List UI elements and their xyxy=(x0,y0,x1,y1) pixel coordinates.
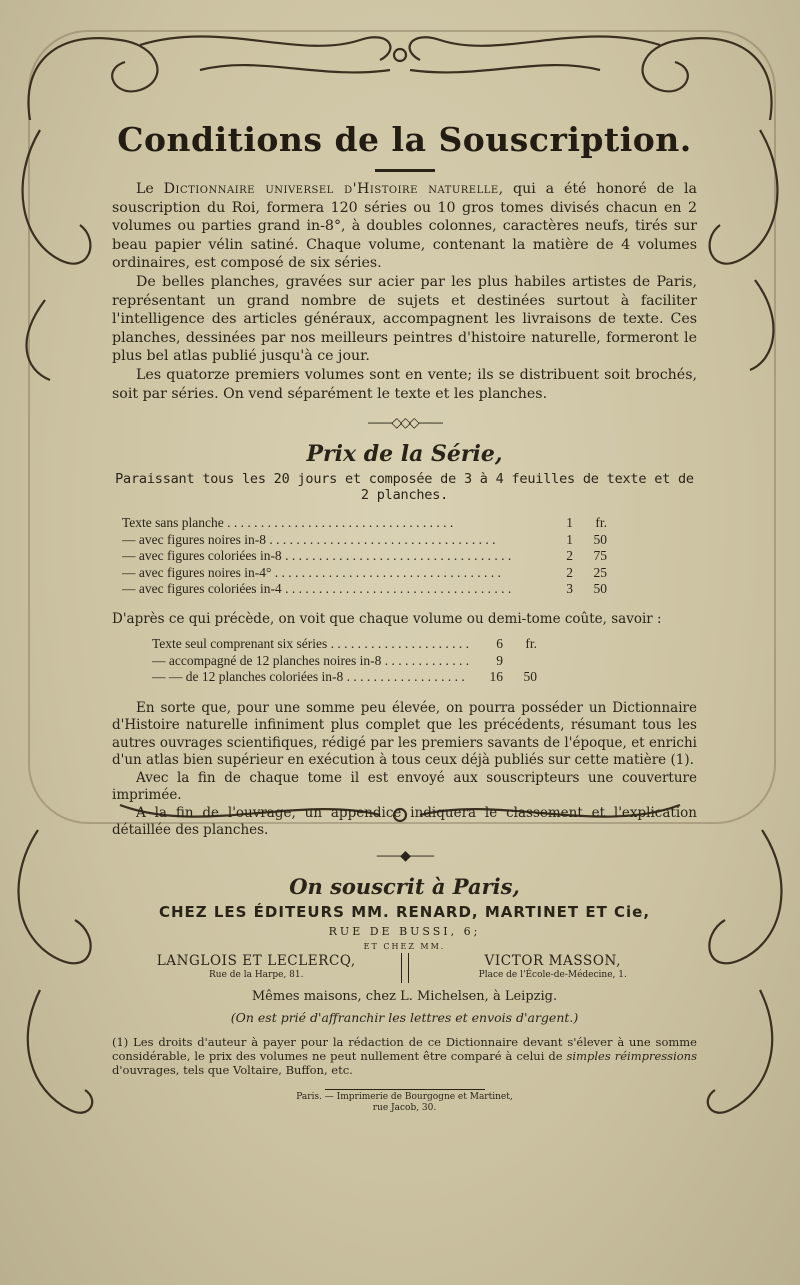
editeurs-line: CHEZ LES ÉDITEURS MM. RENARD, MARTINET ET Cie, xyxy=(158,902,651,921)
intro-paragraph-3: Les quatorze premiers volumes sont en vente; ils se distribuent soit brochés, soit par séries. On vend séparément le texte et les planches. xyxy=(112,366,697,402)
intro-paragraph-2: De belles planches, gravées sur acier par les plus habiles artistes de Paris, représentant un grand nombre de sujets et destinées surtout à faciliter l'intelligence des articles généraux, accompagnent les livraisons de texte. Ces planches, dessinées par nos meilleurs peintres d'histoire naturelle, formeront le plus bel atlas publié jusqu'à ce jour. xyxy=(112,273,697,365)
sorte-paragraph: En sorte que, pour une somme peu élevée, on pourra posséder un Dictionnaire d'Histoire naturelle infiniment plus complet que les précédents, résumant tous les autres ouvrages scientifiques, rédigé par les premiers savants de l'époque, et enrichi d'un atlas bien supérieur en exécution à tous ceux déjà publiés sur cette matière (1). xyxy=(112,699,697,769)
appendice-paragraph: A la fin de l'ouvrage, un appendice indiquera le classement et l'explication détaillée des planches. xyxy=(112,804,697,839)
section-divider: ——◇◇◇—— xyxy=(367,415,442,432)
footnote: (1) Les droits d'auteur à payer pour la rédaction de ce Dictionnaire devant s'élever à une somme considérable, le prix des volumes ne peut nullement être comparé à celui de simples réimpressions d'ouvrages, tels que Voltaire, Buffon, etc. xyxy=(112,1034,697,1077)
vendor-separator xyxy=(401,953,409,983)
imprint: Paris. — Imprimerie de Bourgogne et Martinet, rue Jacob, 30. xyxy=(112,1089,697,1114)
et-chez-line: ET CHEZ MM. xyxy=(363,941,446,951)
price-row: — avec figures noires in-8 . . . 1 50 xyxy=(122,532,607,549)
price-table xyxy=(122,515,607,598)
volume-row: Texte seul comprenant six séries . . . 6 fr. xyxy=(152,636,537,653)
affranchir-line: (On est prié d'affranchir les lettres et envois d'argent.) xyxy=(230,1009,579,1025)
section-divider: ——◆—— xyxy=(376,847,433,864)
vendors xyxy=(112,953,697,983)
apres-text: D'après ce qui précède, on voit que chaque volume ou demi-tome coûte, savoir : xyxy=(112,610,662,627)
prix-subtitle: Paraissant tous les 20 jours et composée de 3 à 4 feuilles de texte et de 2 planches. xyxy=(115,471,694,504)
volume-row: — — de 12 planches coloriées in-8 . . . 16 50 xyxy=(152,669,537,686)
vendor-left: LANGLOIS ET LECLERCQ, Rue de la Harpe, 81. xyxy=(156,952,356,980)
price-row: — avec figures coloriées in-8 . . . 2 75 xyxy=(122,548,607,565)
left-ornament xyxy=(0,0,110,1285)
volume-row: — accompagné de 12 planches noires in-8 . . . 9 xyxy=(152,653,537,670)
imprint-rule xyxy=(325,1089,485,1090)
memes-line: Mêmes maisons, chez L. Michelsen, à Leipzig. xyxy=(251,988,558,1004)
right-ornament xyxy=(690,0,800,1285)
souscrit-heading: On souscrit à Paris, xyxy=(289,873,520,899)
title-rule xyxy=(375,169,435,172)
main-content xyxy=(112,120,697,1114)
page-title: Conditions de la Souscription. xyxy=(117,120,692,159)
price-row: — avec figures coloriées in-4 . . . 3 50 xyxy=(122,581,607,598)
intro-paragraph-1: Le Dictionnaire universel d'Histoire naturelle, qui a été honoré de la souscription du Roi, formera 120 séries ou 10 gros tomes divisés chacun en 2 volumes ou parties grand in-8°, à doubles colonnes, caractères neufs, tirés sur beau papier vélin satiné. Chaque volume, contenant la matière de 4 volumes ordinaires, est composé de six séries. xyxy=(112,181,698,272)
volume-price-table xyxy=(152,636,537,686)
prix-title: Prix de la Série, xyxy=(306,441,503,468)
top-ornament xyxy=(0,0,800,120)
dictionary-name: Dictionnaire universel d'Histoire naturelle xyxy=(163,181,499,197)
vendor-right: VICTOR MASSON, Place de l'École-de-Médecine, 1. xyxy=(478,952,627,980)
price-row: Texte sans planche . . . 1 fr. xyxy=(122,515,607,532)
price-row: — avec figures noires in-4° . . . 2 25 xyxy=(122,565,607,582)
rue-line: RUE DE BUSSI, 6; xyxy=(328,924,481,938)
couverture-paragraph: Avec la fin de chaque tome il est envoyé aux souscripteurs une couverture imprimée. xyxy=(112,769,697,804)
